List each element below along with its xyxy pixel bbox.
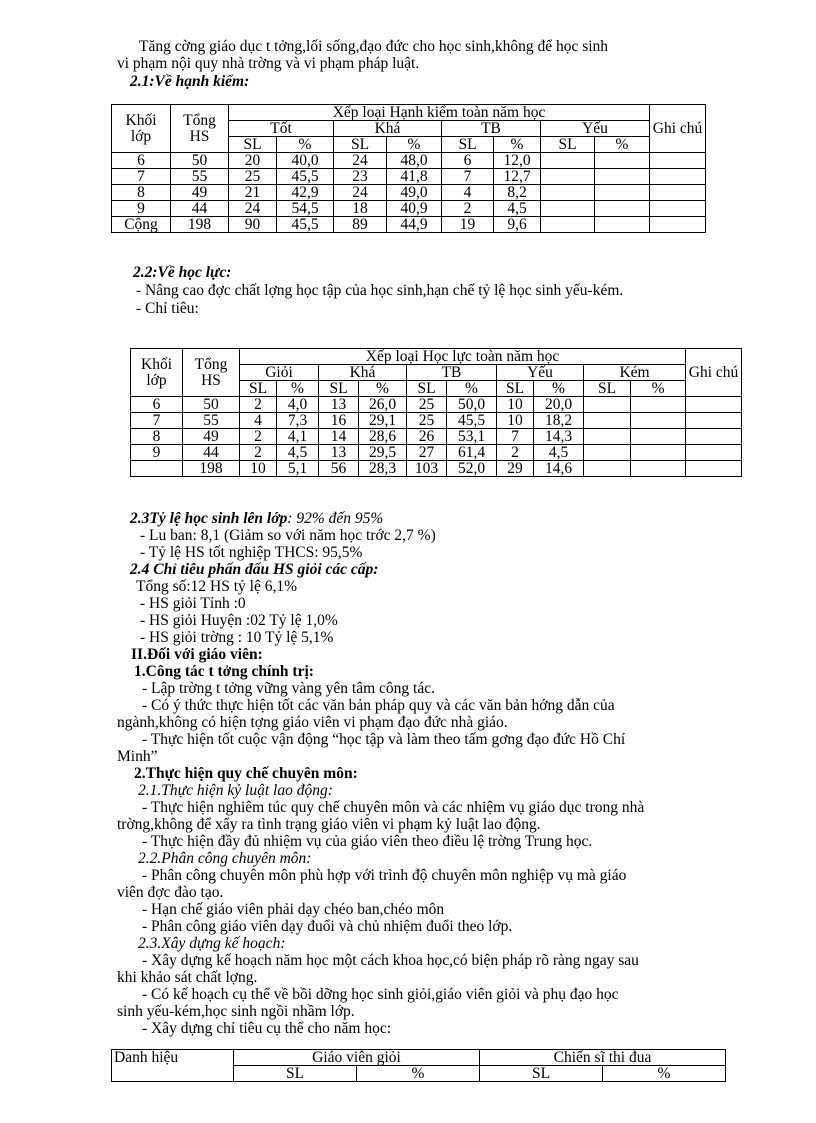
table-cell: 50	[183, 397, 240, 413]
sub-header: SL	[541, 137, 595, 153]
sub-header: SL	[240, 381, 277, 397]
table-cell	[686, 445, 742, 461]
table-cell: 2	[240, 429, 277, 445]
table-cell: 55	[171, 169, 229, 185]
table-cell: 9,6	[494, 217, 541, 233]
table-cell: 29,1	[359, 413, 407, 429]
table-cell: 45,5	[447, 413, 497, 429]
table-cell	[584, 445, 631, 461]
table-cell: 4	[442, 185, 494, 201]
table-cell: 24	[334, 185, 387, 201]
table-cell: 55	[183, 413, 240, 429]
table-cell: 103	[407, 461, 447, 477]
section-2-1-line: trờng,không để xẩy ra tình trạng giáo viên vi phạm kỷ luật lao động.	[117, 816, 541, 833]
table-cell: 50,0	[447, 397, 497, 413]
table-cell: 4,0	[277, 397, 319, 413]
section-2-3-plan-line: khi khảo sát chất lợng.	[117, 969, 258, 986]
table-cell: 7	[497, 429, 534, 445]
table-cell: 10	[497, 413, 534, 429]
table-cell: 6	[131, 397, 183, 413]
academic-table-body	[131, 397, 742, 477]
section-2-3-line-2: - Tỷ lệ HS tốt nghiệp THCS: 95,5%	[140, 544, 363, 561]
table-row	[112, 185, 706, 201]
table-cell: 18	[334, 201, 387, 217]
table-cell: 14,3	[534, 429, 584, 445]
table-row	[131, 461, 742, 477]
sub-header: SL	[407, 381, 447, 397]
table-cell: 12,7	[494, 169, 541, 185]
group-header: Giỏi	[240, 365, 319, 381]
col-header-tong: Tổng HS	[171, 105, 229, 153]
table-row	[112, 169, 706, 185]
sub-header: SL	[497, 381, 534, 397]
sub-header: %	[494, 137, 541, 153]
section-2-3-plan-line: sinh yếu-kém,học sinh ngồi nhầm lớp.	[117, 1003, 355, 1020]
sub-header: SL	[480, 1066, 603, 1082]
awards-table	[111, 1049, 726, 1082]
table-cell: 12,0	[494, 153, 541, 169]
section-2-2-line: viên đợc đào tạo.	[117, 884, 224, 901]
teachers-sub1-line: - Thực hiện tốt cuộc vận động “học tập và làm theo tấm gơng đạo đức Hồ Chí	[142, 731, 626, 748]
table-cell	[595, 153, 650, 169]
table-cell: 26	[407, 429, 447, 445]
academic-line-2: - Chỉ tiêu:	[136, 300, 199, 317]
table-cell: 18,2	[534, 413, 584, 429]
table-cell: 89	[334, 217, 387, 233]
col-header-ghichu: Ghi chú	[650, 105, 706, 153]
table-cell	[541, 217, 595, 233]
table-cell	[541, 185, 595, 201]
table-cell: 14,6	[534, 461, 584, 477]
table-row	[131, 413, 742, 429]
section-2-1-line: - Thực hiện đầy đủ nhiệm vụ của giáo viên theo điều lệ trờng Trung học.	[142, 833, 593, 850]
table-cell	[595, 217, 650, 233]
group-header: TB	[442, 121, 541, 137]
table-cell: 28,3	[359, 461, 407, 477]
table-cell: 2	[240, 445, 277, 461]
table-cell	[631, 429, 686, 445]
table-cell	[686, 461, 742, 477]
table-cell: 48,0	[387, 153, 442, 169]
table-cell: Cộng	[112, 217, 171, 233]
table-cell: 13	[319, 445, 359, 461]
section-2-4-heading: 2.4 Chỉ tiêu phấn đấu HS giỏi các cấp:	[130, 561, 379, 578]
table-cell: 7	[442, 169, 494, 185]
sub-header: SL	[319, 381, 359, 397]
table-cell: 25	[407, 397, 447, 413]
table-cell: 2	[240, 397, 277, 413]
sub-header: SL	[229, 137, 277, 153]
sub-header: %	[277, 137, 334, 153]
section-2-2-line: - Phân công chuyên môn phù hợp với trình độ chuyên môn nghiệp vụ mà giáo	[142, 867, 627, 884]
section-2-2-line: - Hạn chế giáo viên phải dạy chéo ban,chéo môn	[142, 901, 445, 918]
table-cell	[584, 429, 631, 445]
section-2-3-heading	[130, 510, 383, 527]
table-cell	[650, 217, 706, 233]
sub-header: SL	[234, 1066, 357, 1082]
group-header: TB	[407, 365, 497, 381]
sub-header: %	[603, 1066, 726, 1082]
table-cell: 16	[319, 413, 359, 429]
teachers-sub1-heading: 1.Công tác t tởng chính trị:	[134, 663, 314, 680]
table-row	[112, 153, 706, 169]
table-cell: 44	[171, 201, 229, 217]
intro-line-2: vi phạm nội quy nhà trờng và vi phạm pháp luật.	[117, 55, 420, 72]
table-cell	[541, 201, 595, 217]
sub-header: %	[447, 381, 497, 397]
table-cell: 44,9	[387, 217, 442, 233]
table-cell: 26,0	[359, 397, 407, 413]
sub-header: %	[357, 1066, 480, 1082]
sub-header: %	[534, 381, 584, 397]
section-2-4-item: - HS giỏi trờng : 10 Tỷ lệ 5,1%	[140, 629, 334, 646]
table-cell	[595, 201, 650, 217]
table-cell: 5,1	[277, 461, 319, 477]
table-row	[131, 445, 742, 461]
table-cell: 8	[112, 185, 171, 201]
table-cell: 41,8	[387, 169, 442, 185]
group-header-giao-vien-gioi: Giáo viên giỏi	[234, 1050, 480, 1066]
table-cell	[595, 185, 650, 201]
section-2-4-item: - HS giỏi Huyện :02 Tỷ lệ 1,0%	[140, 612, 338, 629]
table-cell: 23	[334, 169, 387, 185]
table-cell: 2	[442, 201, 494, 217]
table-cell: 53,1	[447, 429, 497, 445]
table-cell: 40,0	[277, 153, 334, 169]
table-cell: 10	[240, 461, 277, 477]
section-2-4-item: - HS giỏi Tỉnh :0	[140, 595, 246, 612]
group-title: Xếp loại Học lực toàn năm học	[240, 349, 686, 365]
table-cell: 52,0	[447, 461, 497, 477]
teachers-sub1-line: - Có ý thức thực hiện tốt các văn bản pháp quy và các văn bản hớng dẫn của	[142, 697, 615, 714]
table-cell: 20,0	[534, 397, 584, 413]
table-cell	[541, 153, 595, 169]
table-cell	[650, 201, 706, 217]
table-cell: 54,5	[277, 201, 334, 217]
section-2-3-plan-line: - Xây dựng kế hoạch năm học một cách khoa học,có biện pháp rõ ràng ngay sau	[142, 952, 639, 969]
table-cell: 7	[131, 413, 183, 429]
sub-header: %	[387, 137, 442, 153]
group-header: Khá	[334, 121, 442, 137]
group-title: Xếp loại Hạnh kiểm toàn năm học	[229, 105, 650, 121]
table-cell: 45,5	[277, 169, 334, 185]
table-cell	[584, 461, 631, 477]
table-cell: 44	[183, 445, 240, 461]
group-header: Tốt	[229, 121, 334, 137]
table-cell: 29	[497, 461, 534, 477]
table-cell: 7	[112, 169, 171, 185]
table-cell	[631, 445, 686, 461]
academic-line-1: - Nâng cao đợc chất lợng học tập của học sinh,hạn chế tỷ lệ học sinh yếu-kém.	[136, 282, 624, 299]
group-header: Khá	[319, 365, 407, 381]
table-cell	[686, 413, 742, 429]
table-cell: 198	[183, 461, 240, 477]
group-header-chien-si-thi-dua: Chiến sĩ thi đua	[480, 1050, 726, 1066]
table-cell: 49,0	[387, 185, 442, 201]
col-header-ghichu: Ghi chú	[686, 349, 742, 397]
table-cell	[631, 461, 686, 477]
table-cell	[584, 397, 631, 413]
table-cell: 6	[112, 153, 171, 169]
table-cell: 25	[229, 169, 277, 185]
table-cell	[631, 397, 686, 413]
academic-heading: 2.2:Về học lực:	[133, 264, 232, 281]
table-cell: 4	[240, 413, 277, 429]
table-cell: 49	[183, 429, 240, 445]
conduct-table-body	[112, 153, 706, 233]
sub-header: %	[277, 381, 319, 397]
table-cell: 90	[229, 217, 277, 233]
table-cell	[650, 153, 706, 169]
section-2-3-line-1: - Lu ban: 8,1 (Giảm so với năm học trớc 2,7 %)	[140, 527, 436, 544]
teachers-sub1-line: Minh”	[117, 748, 158, 765]
section-2-1-line: - Thực hiện nghiêm túc quy chế chuyên môn và các nhiệm vụ giáo dục trong nhà	[142, 799, 645, 816]
table-cell: 14	[319, 429, 359, 445]
sub-header: %	[359, 381, 407, 397]
teachers-sub1-line: ngành,không có hiện tợng giáo viên vi phạm đạo đức nhà giáo.	[117, 714, 508, 731]
table-cell: 42,9	[277, 185, 334, 201]
table-cell: 24	[334, 153, 387, 169]
table-cell: 50	[171, 153, 229, 169]
table-row	[112, 217, 706, 233]
table-cell	[541, 169, 595, 185]
table-cell	[650, 169, 706, 185]
table-cell: 9	[112, 201, 171, 217]
table-cell	[686, 397, 742, 413]
sub-header: SL	[334, 137, 387, 153]
section-2-4-total: Tổng số:12 HS tỷ lệ 6,1%	[136, 578, 298, 595]
table-cell: 4,5	[494, 201, 541, 217]
table-cell: 4,5	[277, 445, 319, 461]
table-cell: 10	[497, 397, 534, 413]
group-header: Kém	[584, 365, 686, 381]
table-row	[112, 201, 706, 217]
table-cell: 4,1	[277, 429, 319, 445]
section-2-3-title: 2.3Tỷ lệ học sinh lên lớp	[130, 510, 288, 527]
section-2-2-line: - Phân công giáo viên dạy đuổi và chủ nhiệm đuổi theo lớp.	[142, 918, 513, 935]
table-cell: 2	[497, 445, 534, 461]
sub-header: SL	[442, 137, 494, 153]
table-cell: 9	[131, 445, 183, 461]
table-cell: 198	[171, 217, 229, 233]
conduct-heading: 2.1:Về hạnh kiểm:	[130, 73, 250, 90]
table-cell: 49	[171, 185, 229, 201]
teachers-sub1-line: - Lập trờng t tởng vững vàng yên tâm công tác.	[142, 680, 435, 697]
table-cell: 21	[229, 185, 277, 201]
table-cell: 25	[407, 413, 447, 429]
table-cell: 19	[442, 217, 494, 233]
table-cell: 24	[229, 201, 277, 217]
table-cell: 8,2	[494, 185, 541, 201]
table-cell	[686, 429, 742, 445]
sub-header: SL	[584, 381, 631, 397]
table-cell: 7,3	[277, 413, 319, 429]
teachers-heading: II.Đối với giáo viên:	[131, 646, 263, 663]
table-cell: 56	[319, 461, 359, 477]
group-header: Yếu	[541, 121, 650, 137]
table-cell: 28,6	[359, 429, 407, 445]
table-cell: 20	[229, 153, 277, 169]
table-cell: 29,5	[359, 445, 407, 461]
col-header-danh-hieu: Danh hiệu	[112, 1050, 234, 1082]
sub-header: %	[631, 381, 686, 397]
section-2-1-heading: 2.1.Thực hiện kỷ luật lao động:	[138, 782, 333, 799]
col-header-tong: Tổng HS	[183, 349, 240, 397]
table-cell	[584, 413, 631, 429]
section-2-3-plan-line: - Xây dựng chỉ tiêu cụ thể cho năm học:	[142, 1020, 392, 1037]
table-cell: 45,5	[277, 217, 334, 233]
teachers-sub2-heading: 2.Thực hiện quy chế chuyên môn:	[134, 765, 358, 782]
section-2-3-plan-line: - Có kế hoạch cụ thể về bồi dỡng học sinh giỏi,giáo viên giỏi và phụ đạo học	[142, 986, 619, 1003]
table-cell: 6	[442, 153, 494, 169]
table-cell: 13	[319, 397, 359, 413]
table-cell: 40,9	[387, 201, 442, 217]
table-cell: 4,5	[534, 445, 584, 461]
table-cell: 8	[131, 429, 183, 445]
intro-line-1: Tăng cờng giáo dục t tởng,lối sống,đạo đức cho học sinh,không để học sinh	[139, 38, 609, 55]
table-cell: 61,4	[447, 445, 497, 461]
conduct-table	[111, 104, 706, 233]
table-cell	[595, 169, 650, 185]
table-cell	[631, 413, 686, 429]
col-header-khoi: Khối lớp	[112, 105, 171, 153]
section-2-3-target: : 92% đến 95%	[287, 510, 384, 527]
table-cell	[131, 461, 183, 477]
section-2-2-heading: 2.2.Phân công chuyên môn:	[138, 850, 312, 867]
group-header: Yếu	[497, 365, 584, 381]
col-header-khoi: Khối lớp	[131, 349, 183, 397]
sub-header: %	[595, 137, 650, 153]
table-cell: 27	[407, 445, 447, 461]
table-row	[131, 397, 742, 413]
table-row	[131, 429, 742, 445]
academic-table	[130, 348, 742, 477]
table-cell	[650, 185, 706, 201]
section-2-3-plan-heading: 2.3.Xây dựng kế hoạch:	[138, 935, 286, 952]
